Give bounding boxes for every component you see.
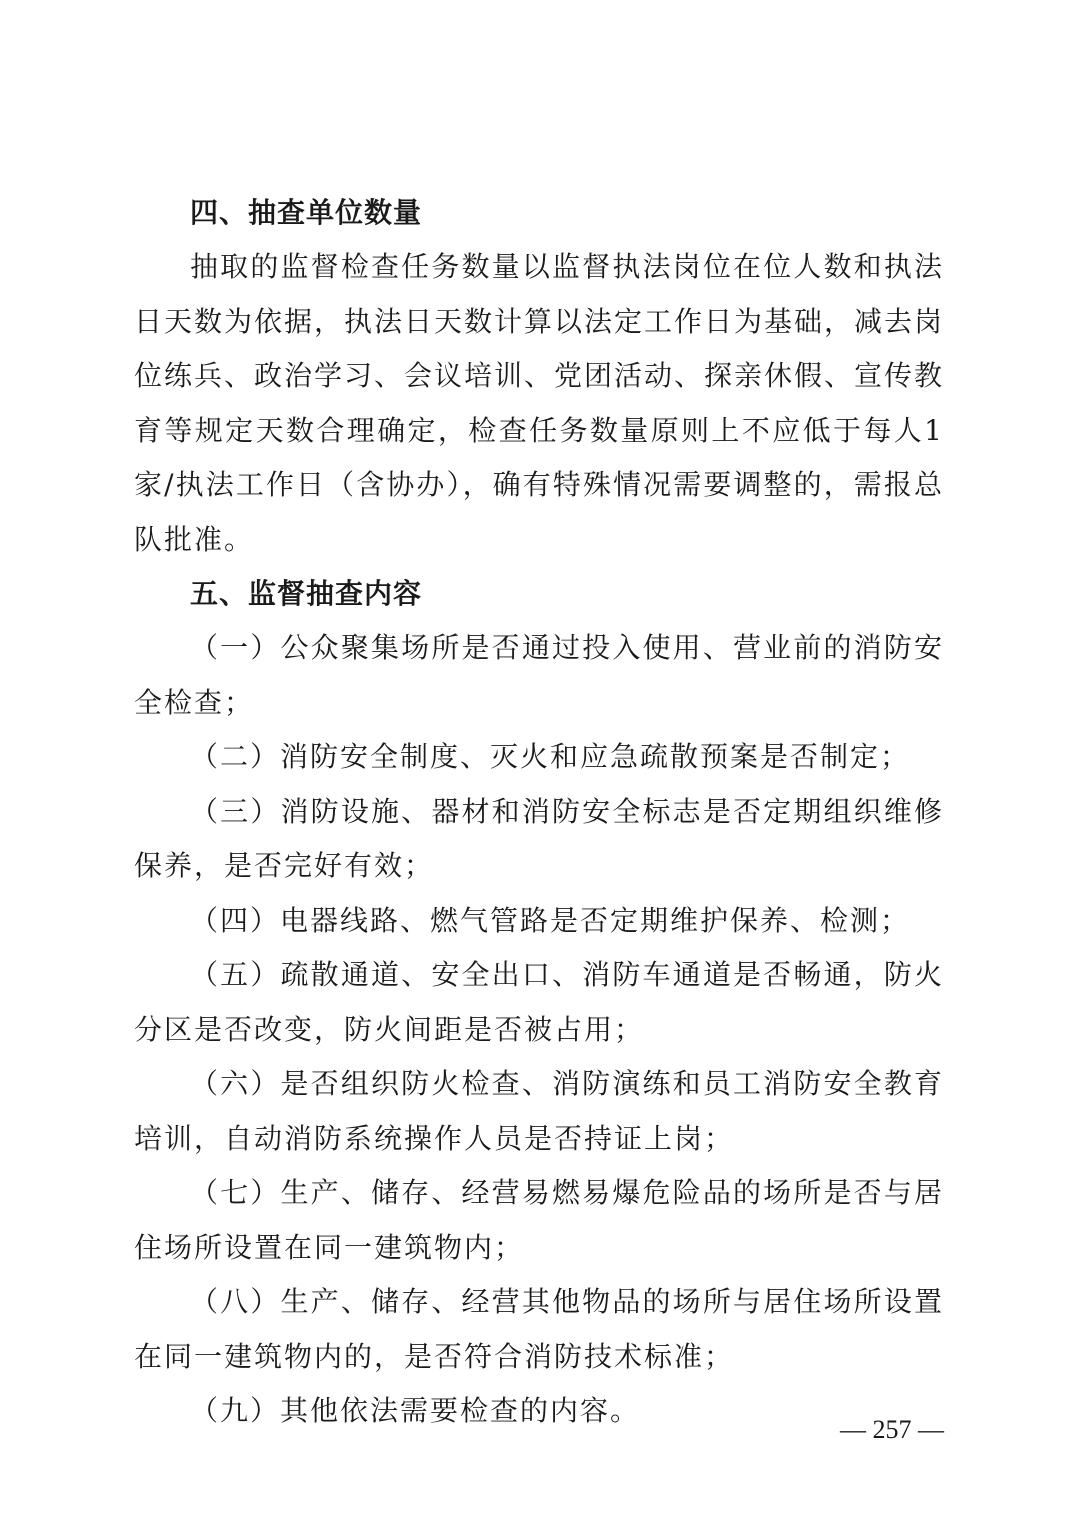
page-number: — 257 —: [840, 1415, 944, 1444]
list-item: （四）电器线路、燃气管路是否定期维护保养、检测；: [190, 903, 911, 937]
list-item: （七）生产、储存、经营易燃易爆危险品的场所是否与居住场所设置在同一建筑物内；: [134, 1176, 944, 1264]
section-heading: 四、抽查单位数量: [190, 196, 423, 229]
list-item: （一）公众聚集场所是否通过投入使用、营业前的消防安全检查；: [134, 631, 944, 719]
list-item: （六）是否组织防火检查、消防演练和员工消防安全教育培训，自动消防系统操作人员是否持证上岗；: [134, 1067, 944, 1155]
list-item: （八）生产、储存、经营其他物品的场所与居住场所设置在同一建筑物内的，是否符合消防技术标准；: [134, 1285, 944, 1373]
list-item: （九）其他依法需要检查的内容。: [190, 1394, 641, 1427]
section-heading: 五、监督抽查内容: [190, 577, 423, 610]
section-inspection-content: [134, 567, 944, 1439]
list-item: （二）消防安全制度、灭火和应急疏散预案是否制定；: [190, 740, 911, 773]
section-paragraph: 抽取的监督检查任务数量以监督执法岗位在位人数和执法日天数为依据，执法日天数计算以法定工作日为基础，减去岗位练兵、政治学习、会议培训、党团活动、探亲休假、宣传教育等规定天数合理确定，检查任务数量原则上不应低于每人1家/执法工作日（含协办），确有特殊情况需要调整的，需报总队批准。: [134, 250, 945, 556]
document-body: [134, 186, 944, 1439]
list-item: （三）消防设施、器材和消防安全标志是否定期组织维修保养，是否完好有效；: [134, 794, 944, 882]
list-item: （五）疏散通道、安全出口、消防车通道是否畅通，防火分区是否改变，防火间距是否被占用；: [134, 958, 944, 1046]
section-sample-quantity: [134, 186, 944, 567]
